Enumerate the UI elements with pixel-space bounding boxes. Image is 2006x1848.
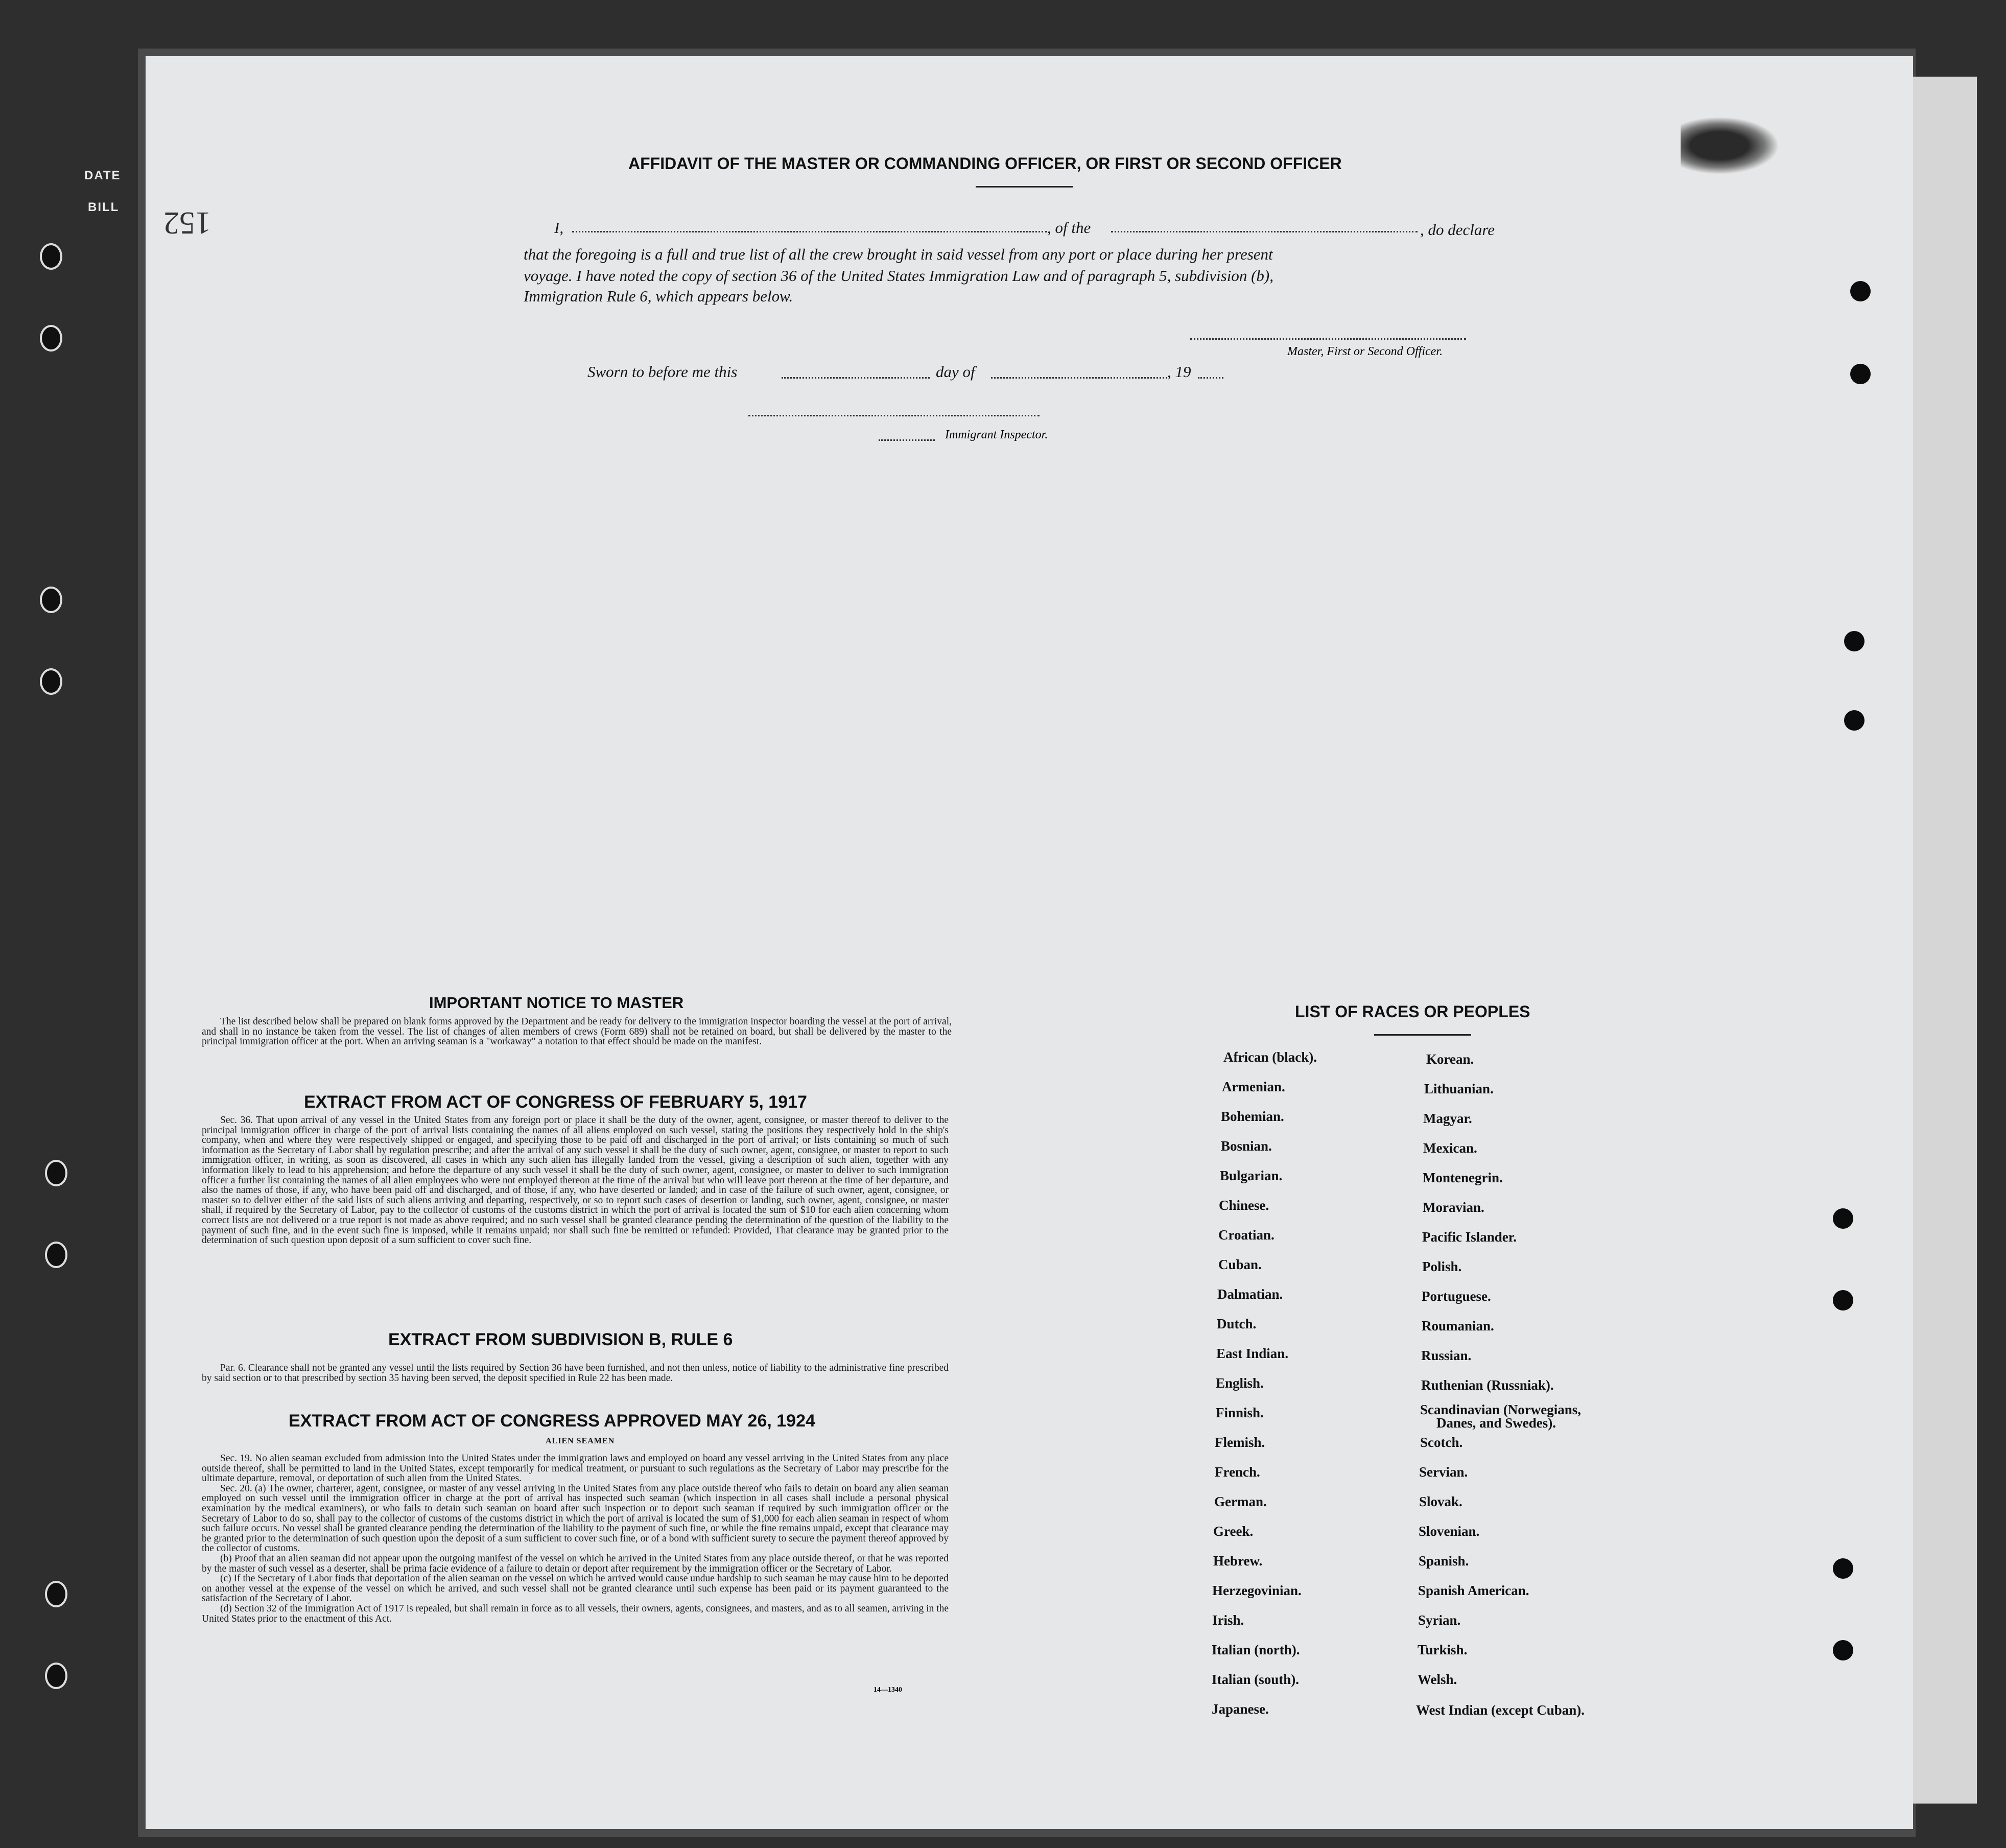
race-right-item: Portuguese. [1422, 1289, 1491, 1304]
race-right-item: Lithuanian. [1424, 1081, 1494, 1096]
race-right-item: Slovenian. [1419, 1524, 1480, 1539]
punch-hole [1833, 1208, 1853, 1229]
vessel-blank [1111, 231, 1418, 232]
punch-hole [1833, 1558, 1853, 1579]
race-left-item: Armenian. [1222, 1079, 1285, 1094]
alien-seamen-subtitle: ALIEN SEAMEN [546, 1437, 615, 1445]
affidavit-line-2: that the foregoing is a full and true list of all the crew brought in said vessel from any port or place during her present [524, 245, 1273, 263]
section-36-paragraph: Sec. 36. That upon arrival of any vessel in the United States from any foreign port or place it shall be the duty of the owner, agent, consignee, or master thereof to deliver to the principal immigration officer in charge of the port of arrival lists containing the names of all aliens employed on such vessel, stating the positions they respectively hold in the ship's company, when and where they were respectively shipped or engaged, and specifying those to be paid off and discharged in the port of arrival; or lists containing so much of such information as the Secretary of Labor shall by regulation prescribe; and after the arrival of any such vessel it shall be the duty of such owner, agent, consignee, or master to report to such immigration officer, in writing, as soon as discovered, all cases in which any such alien has illegally landed from the vessel, giving a description of such alien, together with any information likely to lead to his apprehension; and before the departure of any such vessel it shall be the duty of such owner, agent, consignee, or master to deliver to such immigration officer a further list containing the names of all alien employees who were not employed thereon at the time of the arrival but who will leave port thereon at the time of her departure, and also the names of those, if any, who have been paid off and discharged, and of those, if any, who have deserted or landed; and in case of the failure of such owner, agent, consignee, or master so to deliver either of the said lists of such aliens arriving and departing, respectively, or so to report such cases of desertion or landing, such owner, agent, consignee, or master shall, if required by the Secretary of Labor, pay to the collector of customs of the customs district in which the port of arrival is located the sum of $10 for each alien concerning whom correct lists are not delivered or a true report is not made as above required; and no such vessel shall be granted clearance pending the determination of the question of the liability to the payment of such fine, and in the event such fine is imposed, while it remains unpaid; nor shall such fine be remitted or refunded: Provided, That clearance may be granted prior to the determination of such question upon deposit of a sum sufficient to cover such fine. [202, 1115, 949, 1246]
notice-paragraph: The list described below shall be prepared on blank forms approved by the Department and be ready for delivery to the immigration inspector boarding the vessel at the port of arrival, and shall in no instance be taken from the vessel. The list of changes of alien members of crews (Form 689) shall not be retained on board, but shall be delivered by the master to the principal immigration officer at the port. When an arriving seaman is a "workaway" a notation to that effect should be made on the manifest. [202, 1016, 952, 1047]
par-6-paragraph: Par. 6. Clearance shall not be granted any vessel until the lists required by Section 36 have been furnished, and not then unless, notice of liability to the administrative fine prescribed by said section or to that prescribed by section 35 having been served, the deposit specified in Rule 22 has been made. [202, 1363, 949, 1384]
race-left-item: Finnish. [1216, 1405, 1264, 1420]
race-left-item: Italian (north). [1212, 1642, 1300, 1657]
race-left-item: Bohemian. [1221, 1109, 1284, 1124]
race-right-item: Spanish. [1419, 1553, 1469, 1569]
punch-hole [1844, 631, 1865, 651]
sec-20a-paragraph: Sec. 20. (a) The owner, charterer, agent, consignee, or master of any vessel arriving in the United States from any place outside thereof who fails to detain on board any alien seaman employed on such vessel until the immigration officer in charge at the port of arrival has inspected such seaman (which inspection in all cases shall include a personal physical examination by the medical examiners), or who fails to detain such seaman on board after such inspection or to deport such seaman if required by such immigration officer or the Secretary of Labor to do so, shall pay to the collector of customs of the customs district in which the port of arrival is located the sum of $1,000 for each alien seaman in respect of whom such failure occurs. No vessel shall be granted clearance pending the determination of the liability to the payment of such fine, or while the fine remains unpaid, except that clearance may be granted prior to the determination of such question upon the deposit of a sum sufficient to cover such fine, or of a bond with sufficient surety to secure the payment thereof approved by the collector of customs. [202, 1483, 949, 1554]
punch-hole [1833, 1290, 1853, 1311]
binder-hole [40, 668, 62, 695]
races-title-rule [1374, 1034, 1471, 1036]
stamp-number: 152 [163, 205, 211, 240]
binder-hole [45, 1581, 67, 1607]
affidavit-title: AFFIDAVIT OF THE MASTER OR COMMANDING OFFICER, OR FIRST OR SECOND OFFICER [628, 154, 1342, 173]
race-left-item: Bosnian. [1221, 1138, 1272, 1154]
race-left-item: African (black). [1223, 1049, 1317, 1065]
sec-20c-paragraph: (c) If the Secretary of Labor finds that deportation of the alien seaman on the vessel on which he arrived would cause undue hardship to such seaman he may cause him to be deported on another vessel at the expense of the vessel on which he arrived, and such vessel shall not be granted clearance until such expense has been paid or its payment guaranteed to the satisfaction of the Secretary of Labor. [202, 1573, 949, 1604]
extract-1917-title: EXTRACT FROM ACT OF CONGRESS OF FEBRUARY 5, 1917 [304, 1092, 807, 1112]
punch-hole [1833, 1640, 1853, 1660]
sworn-day-blank [782, 377, 930, 379]
notice-text [202, 1017, 952, 1047]
binder-hole [40, 243, 62, 270]
race-right-item: Pacific Islander. [1422, 1229, 1517, 1245]
punch-hole [1844, 710, 1865, 731]
affidavit-declare: , do declare [1420, 221, 1495, 239]
punch-hole [1850, 364, 1871, 384]
race-right-item: Polish. [1422, 1259, 1462, 1274]
race-left-item: Italian (south). [1212, 1672, 1300, 1687]
affidavit-line-4: Immigration Rule 6, which appears below. [524, 287, 793, 305]
sec-19-paragraph: Sec. 19. No alien seaman excluded from admission into the United States under the immigration laws and employed on board any vessel arriving in the United States from any place outside thereof, shall be permitted to land in the United States, except temporarily for medical treatment, or pursuant to such regulations as the Secretary of Labor may prescribe for the ultimate departure, removal, or deportation of such alien from the United States. [202, 1453, 949, 1484]
inspector-label: Immigrant Inspector. [945, 428, 1048, 441]
name-blank [572, 231, 1047, 232]
race-right-item: Syrian. [1418, 1612, 1461, 1628]
binder-hole [40, 587, 62, 613]
affidavit-of-the: , of the [1047, 219, 1091, 237]
binder-hole [45, 1160, 67, 1186]
affidavit-line-3: voyage. I have noted the copy of section 36 of the United States Immigration Law and of paragraph 5, subdivision (b), [524, 267, 1273, 285]
torn-corner [1681, 118, 1778, 174]
binder-hole [45, 1663, 67, 1689]
race-left-item: Croatian. [1218, 1227, 1275, 1243]
race-left-item: East Indian. [1216, 1346, 1289, 1361]
race-left-item: Dalmatian. [1217, 1286, 1283, 1302]
signature-label: Master, First or Second Officer. [1287, 345, 1443, 358]
race-left-item: Chinese. [1219, 1198, 1269, 1213]
extract-rule6-text [202, 1363, 949, 1383]
race-left-item: Herzegovinian. [1212, 1583, 1302, 1598]
race-left-item: Greek. [1213, 1524, 1254, 1539]
race-left-item: Dutch. [1217, 1316, 1257, 1331]
extract-rule6-title: EXTRACT FROM SUBDIVISION B, RULE 6 [388, 1330, 733, 1349]
sec-20d-paragraph: (d) Section 32 of the Immigration Act of 1917 is repealed, but shall remain in force as to all vessels, their owners, agents, consignees, and masters, and as to all seamen, arriving in the United States prior to the enactment of this Act. [202, 1603, 949, 1624]
race-right-item: Danes, and Swedes). [1436, 1415, 1556, 1431]
sec-20b-paragraph: (b) Proof that an alien seaman did not appear upon the outgoing manifest of the vessel on which he arrived in the United States from any place outside thereof, or that he was reported by the master of such vessel as a deserter, shall be prima facie evidence of a failure to detain or deport after requirement by the immigration officer or the Secretary of Labor. [202, 1553, 949, 1574]
binder-hole [45, 1242, 67, 1268]
race-right-item: Mexican. [1423, 1140, 1477, 1156]
race-right-item: Ruthenian (Russniak). [1421, 1377, 1554, 1393]
sworn-month-blank [991, 377, 1167, 379]
extract-1924-text [202, 1454, 949, 1624]
race-right-item: Russian. [1421, 1348, 1472, 1363]
punch-hole [1850, 281, 1871, 301]
race-left-item: Cuban. [1218, 1257, 1262, 1272]
binder-hole [40, 325, 62, 352]
race-left-item: Bulgarian. [1220, 1168, 1283, 1183]
inspector-name-blank [879, 439, 935, 441]
form-number: 14—1340 [874, 1686, 902, 1694]
race-right-item: West Indian (except Cuban). [1416, 1702, 1585, 1718]
race-right-item: Montenegrin. [1423, 1170, 1503, 1185]
affidavit-i: I, [554, 219, 564, 237]
race-right-item: Scotch. [1420, 1435, 1463, 1450]
race-left-item: Hebrew. [1213, 1553, 1263, 1569]
sworn-text: Sworn to before me this [587, 363, 738, 381]
race-right-item: Spanish American. [1418, 1583, 1529, 1598]
race-right-item: Slovak. [1419, 1494, 1462, 1509]
title-rule [976, 186, 1073, 188]
margin-label-bill: BILL [88, 200, 120, 214]
margin-label-date: DATE [84, 169, 121, 182]
race-left-item: Japanese. [1212, 1701, 1269, 1717]
race-right-item: Turkish. [1418, 1642, 1468, 1657]
races-title: LIST OF RACES OR PEOPLES [1295, 1002, 1530, 1021]
race-right-item: Magyar. [1423, 1111, 1472, 1126]
sworn-year-blank [1198, 377, 1223, 379]
race-left-item: German. [1214, 1494, 1267, 1509]
race-left-item: English. [1216, 1375, 1264, 1391]
race-right-item: Scandinavian (Norwegians, [1420, 1402, 1582, 1417]
extract-1917-text [202, 1115, 949, 1246]
race-left-item: French. [1215, 1464, 1260, 1480]
race-left-item: Flemish. [1215, 1435, 1265, 1450]
race-right-item: Servian. [1419, 1464, 1468, 1480]
notice-title: IMPORTANT NOTICE TO MASTER [429, 994, 684, 1012]
race-left-item: Irish. [1212, 1612, 1244, 1628]
day-of-text: day of [936, 363, 975, 381]
race-right-item: Korean. [1426, 1051, 1474, 1067]
race-right-item: Roumanian. [1422, 1318, 1494, 1334]
race-right-item: Welsh. [1418, 1672, 1457, 1687]
extract-1924-title: EXTRACT FROM ACT OF CONGRESS APPROVED MAY 26, 1924 [289, 1411, 815, 1431]
inspector-signature-line [748, 415, 1040, 416]
race-right-item: Moravian. [1423, 1200, 1484, 1215]
year-prefix: , 19 [1167, 363, 1191, 381]
signature-line [1190, 338, 1466, 340]
